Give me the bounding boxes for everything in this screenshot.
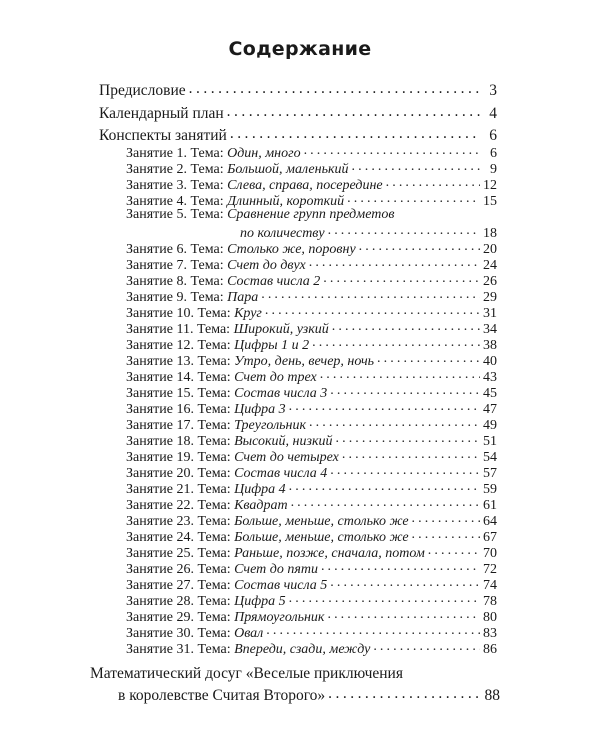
toc-page-number: 4 <box>489 104 497 122</box>
toc-page-number: 86 <box>483 642 497 657</box>
toc-page-number: 54 <box>483 450 497 465</box>
lesson-prefix: Занятие 31. Тема: <box>126 642 231 657</box>
toc-entry-calendar-plan[interactable] <box>99 102 497 123</box>
toc-entry-label: Календарный план <box>99 104 224 122</box>
dot-leader <box>342 447 480 461</box>
toc-page-number: 78 <box>483 594 497 609</box>
lesson-topic: Цифра 5 <box>234 594 286 609</box>
lesson-prefix: Занятие 10. Тема: <box>126 306 231 321</box>
lesson-topic: Прямоугольник <box>234 610 325 625</box>
lesson-prefix: Занятие 4. Тема: <box>126 194 224 209</box>
dot-leader <box>330 575 480 589</box>
toc-page-number: 9 <box>490 162 497 177</box>
dot-leader <box>289 479 480 493</box>
dot-leader <box>428 543 480 557</box>
lesson-prefix: Занятие 8. Тема: <box>126 274 224 289</box>
dot-leader <box>323 271 480 285</box>
lesson-prefix: Занятие 7. Тема: <box>126 258 224 273</box>
lesson-prefix: Занятие 20. Тема: <box>126 466 231 481</box>
toc-entry-lesson-notes[interactable] <box>99 124 497 145</box>
lesson-prefix: Занятие 9. Тема: <box>126 290 224 305</box>
lesson-topic: Высокий, низкий <box>234 434 333 449</box>
lesson-topic: Столько же, поровну <box>227 242 356 257</box>
lesson-topic: Впереди, сзади, между <box>234 642 371 657</box>
dot-leader <box>336 431 481 445</box>
lesson-topic: Цифры 1 и 2 <box>234 338 310 353</box>
lesson-topic: Большой, маленький <box>227 162 349 177</box>
toc-page-number: 34 <box>483 322 497 337</box>
toc-page-number: 88 <box>484 686 500 704</box>
lesson-topic: Больше, меньше, столько же <box>234 530 409 545</box>
dot-leader <box>266 623 480 637</box>
lesson-topic: Цифра 3 <box>234 402 286 417</box>
lesson-prefix: Занятие 5. Тема: <box>126 207 224 222</box>
lesson-topic: Длинный, короткий <box>227 194 345 209</box>
lesson-topic: Один, много <box>227 146 301 161</box>
lesson-prefix: Занятие 22. Тема: <box>126 498 231 513</box>
toc-page-number: 51 <box>483 434 497 449</box>
page-title: Содержание <box>228 38 372 60</box>
dot-leader <box>386 175 480 189</box>
toc-page-number: 57 <box>483 466 497 481</box>
lesson-prefix: Занятие 30. Тема: <box>126 626 231 641</box>
lesson-topic: Широкий, узкий <box>233 322 329 337</box>
toc-entry-math-leisure[interactable] <box>90 664 500 683</box>
dot-leader <box>412 511 480 525</box>
lesson-prefix: Занятие 24. Тема: <box>126 530 231 545</box>
lesson-prefix: Занятие 12. Тема: <box>126 338 231 353</box>
lesson-prefix: Занятие 27. Тема: <box>126 578 231 593</box>
lesson-prefix: Занятие 19. Тема: <box>126 450 231 465</box>
toc-entry-math-leisure-continuation[interactable] <box>118 684 500 705</box>
toc-page-number: 3 <box>489 81 497 99</box>
lesson-prefix: Занятие 26. Тема: <box>126 562 231 577</box>
dot-leader <box>261 287 480 301</box>
toc-page-number: 67 <box>483 530 497 545</box>
lesson-prefix: Занятие 14. Тема: <box>126 370 231 385</box>
lesson-topic: Слева, справа, посередине <box>227 178 383 193</box>
toc-page-number: 74 <box>483 578 497 593</box>
lesson-topic: Состав числа 4 <box>234 466 328 481</box>
lesson-prefix: Занятие 16. Тема: <box>126 402 231 417</box>
dot-leader <box>320 367 480 381</box>
dot-leader <box>352 159 480 173</box>
lesson-prefix: Занятие 28. Тема: <box>126 594 231 609</box>
lesson-topic: Квадрат <box>234 498 288 513</box>
lesson-topic-continuation: по количеству <box>240 226 325 241</box>
toc-page-number: 43 <box>483 370 497 385</box>
lesson-prefix: Занятие 6. Тема: <box>126 242 224 257</box>
lesson-topic: Состав числа 2 <box>227 274 321 289</box>
toc-entry-label-continuation: в королевстве Считая Второго» <box>118 686 326 704</box>
lesson-prefix: Занятие 29. Тема: <box>126 610 231 625</box>
toc-page-number: 15 <box>483 194 497 209</box>
lesson-prefix: Занятие 11. Тема: <box>126 322 231 337</box>
toc-page-number: 26 <box>483 274 497 289</box>
toc-page-number: 29 <box>483 290 497 305</box>
lesson-topic: Овал <box>234 626 264 641</box>
lesson-prefix: Занятие 18. Тема: <box>126 434 231 449</box>
dot-leader <box>309 415 480 429</box>
lesson-topic: Утро, день, вечер, ночь <box>234 354 375 369</box>
dot-leader <box>328 684 481 700</box>
lesson-topic: Счет до двух <box>227 258 306 273</box>
dot-leader <box>289 591 480 605</box>
toc-page-number: 47 <box>483 402 497 417</box>
dot-leader <box>312 335 480 349</box>
toc-page-number: 24 <box>483 258 497 273</box>
lesson-prefix: Занятие 25. Тема: <box>126 546 231 561</box>
toc-page-number: 70 <box>483 546 497 561</box>
toc-entry-preface[interactable] <box>99 79 497 100</box>
dot-leader <box>189 79 480 95</box>
lesson-topic: Счет до трех <box>234 370 317 385</box>
lesson-topic: Больше, меньше, столько же <box>234 514 409 529</box>
toc-page-number: 6 <box>490 146 497 161</box>
lesson-prefix: Занятие 17. Тема: <box>126 418 231 433</box>
lesson-prefix: Занятие 23. Тема: <box>126 514 231 529</box>
toc-page-number: 20 <box>483 242 497 257</box>
toc-lesson-entry[interactable] <box>126 207 497 223</box>
lesson-prefix: Занятие 2. Тема: <box>126 162 224 177</box>
toc-page-number: 49 <box>483 418 497 433</box>
lesson-prefix: Занятие 15. Тема: <box>126 386 231 401</box>
toc-page-number: 45 <box>483 386 497 401</box>
lesson-topic: Цифра 4 <box>234 482 286 497</box>
toc-lesson-entry[interactable] <box>126 639 497 658</box>
dot-leader <box>330 383 480 397</box>
dot-leader <box>291 495 480 509</box>
lesson-topic: Треугольник <box>234 418 307 433</box>
lesson-topic: Счет до четырех <box>234 450 339 465</box>
toc-page-number: 6 <box>489 126 497 144</box>
lesson-prefix: Занятие 21. Тема: <box>126 482 231 497</box>
toc-page-number: 38 <box>483 338 497 353</box>
toc-page-number: 18 <box>483 226 497 241</box>
lesson-prefix: Занятие 1. Тема: <box>126 146 224 161</box>
toc-entry-label: Конспекты занятий <box>99 126 227 144</box>
dot-leader <box>359 239 480 253</box>
dot-leader <box>330 463 480 477</box>
dot-leader <box>327 607 480 621</box>
dot-leader <box>373 639 480 653</box>
lesson-topic: Счет до пяти <box>234 562 318 577</box>
toc-entry-label: Математический досуг «Веселые приключения <box>90 665 403 682</box>
lesson-topic: Состав числа 5 <box>234 578 328 593</box>
lesson-topic: Состав числа 3 <box>234 386 328 401</box>
toc-page-number: 61 <box>483 498 497 513</box>
toc-page-number: 59 <box>483 482 497 497</box>
dot-leader <box>377 351 480 365</box>
lesson-topic: Пара <box>227 290 259 305</box>
toc-page-number: 80 <box>483 610 497 625</box>
toc-page-number: 12 <box>483 178 497 193</box>
toc-page-number: 64 <box>483 514 497 529</box>
dot-leader <box>321 559 480 573</box>
dot-leader <box>309 255 480 269</box>
toc-page-number: 40 <box>483 354 497 369</box>
lesson-topic: Сравнение групп предметов <box>227 207 395 222</box>
toc-page-number: 83 <box>483 626 497 641</box>
dot-leader <box>230 124 480 140</box>
lesson-prefix: Занятие 13. Тема: <box>126 354 231 369</box>
lesson-topic: Круг <box>234 306 262 321</box>
toc-entry-label: Предисловие <box>99 81 186 99</box>
dot-leader <box>328 223 480 237</box>
toc-page-number: 31 <box>483 306 497 321</box>
dot-leader <box>347 191 480 205</box>
dot-leader <box>412 527 480 541</box>
toc-page-number: 72 <box>483 562 497 577</box>
dot-leader <box>289 399 480 413</box>
lesson-topic: Раньше, позже, сначала, потом <box>234 546 425 561</box>
dot-leader <box>304 143 480 157</box>
dot-leader <box>265 303 480 317</box>
lesson-prefix: Занятие 3. Тема: <box>126 178 224 193</box>
dot-leader <box>332 319 480 333</box>
dot-leader <box>227 102 480 118</box>
